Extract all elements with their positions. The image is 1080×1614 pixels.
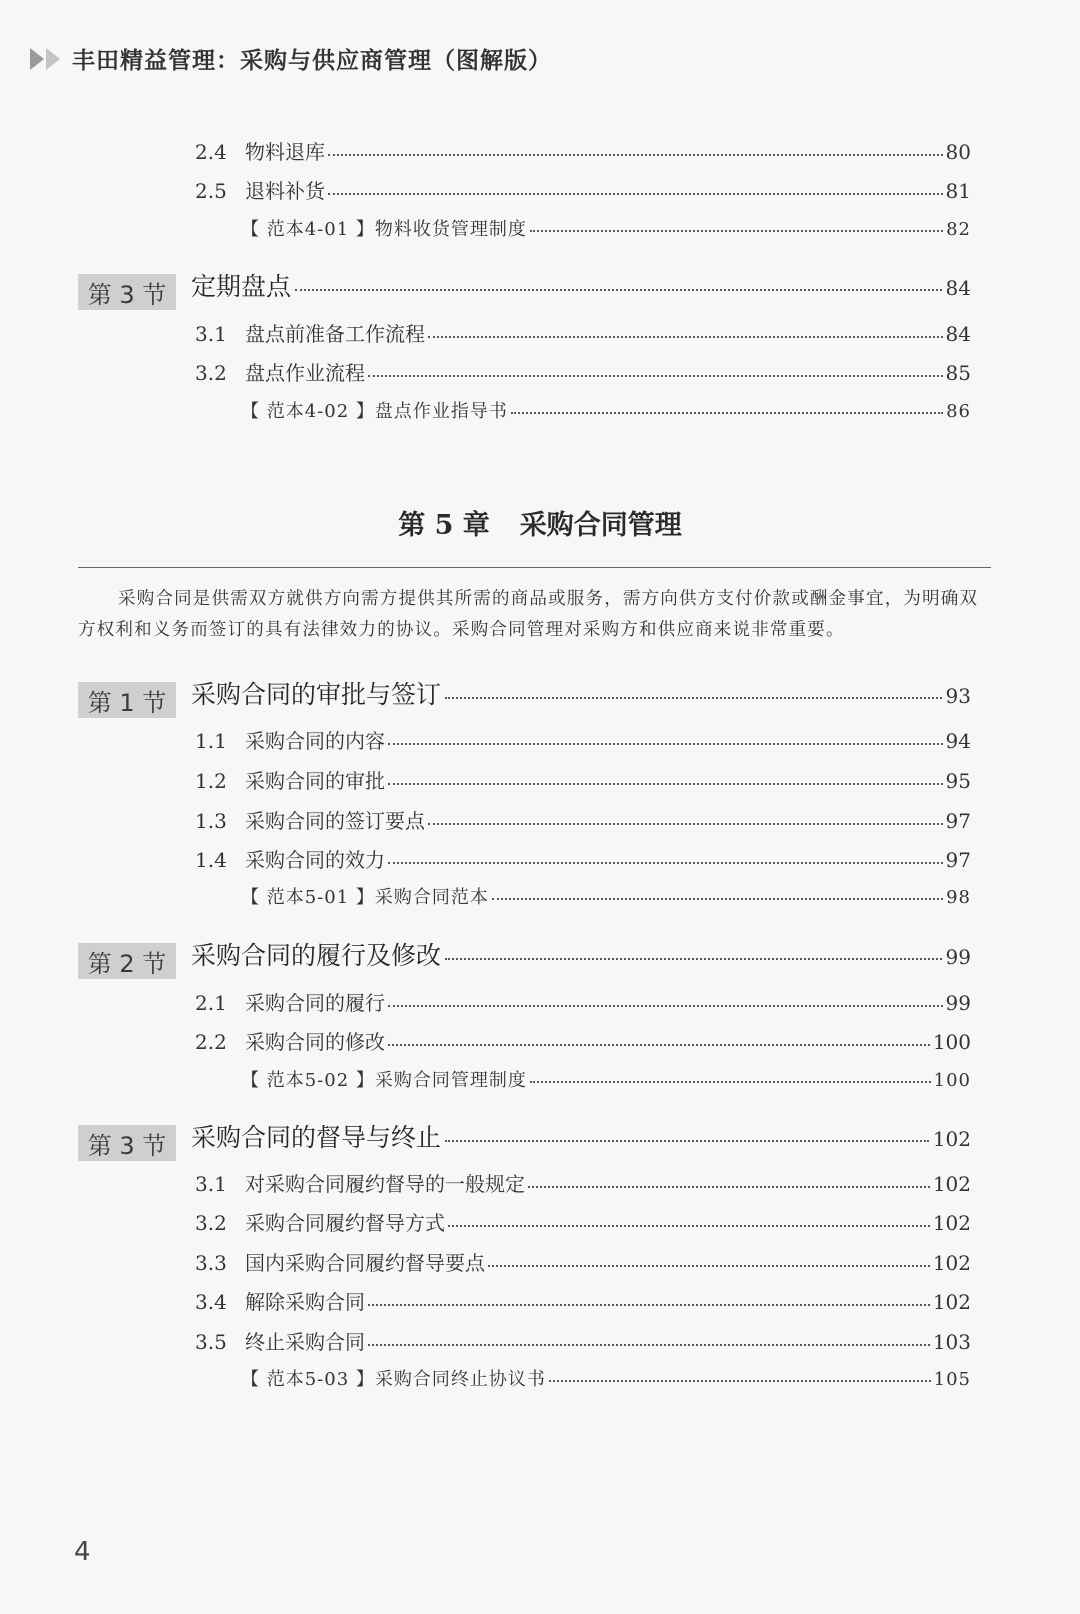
chapter-title: 采购合同管理 (519, 510, 682, 541)
toc-entry[interactable] (195, 136, 971, 165)
chapter-intro (78, 584, 991, 646)
toc-entry[interactable] (195, 318, 971, 347)
dot-leader (530, 229, 943, 232)
toc-entry[interactable] (195, 175, 971, 204)
running-head (30, 42, 552, 75)
entry-page: 81 (945, 179, 971, 203)
entry-number: 3.5 (195, 1330, 227, 1354)
entry-page: 99 (945, 991, 971, 1015)
dot-leader (428, 335, 943, 338)
section-badge: 第 1 节 (78, 682, 176, 718)
toc-entry[interactable] (195, 1286, 971, 1315)
toc-sample-entry[interactable] (241, 215, 971, 241)
entry-title: 采购合同的履行 (245, 991, 385, 1015)
sample-title: 【 范本4-02 】盘点作业指导书 (241, 401, 508, 422)
dot-leader (388, 742, 943, 745)
toc-entry[interactable] (195, 1026, 971, 1055)
entry-title: 采购合同的审批 (245, 769, 385, 793)
entry-title: 盘点作业流程 (245, 361, 365, 385)
double-chevron-icon (30, 48, 62, 70)
entry-page: 80 (945, 140, 971, 164)
dot-leader (511, 411, 943, 414)
entry-number: 3.3 (195, 1251, 227, 1275)
entry-number: 1.3 (195, 809, 227, 833)
entry-page: 102 (932, 1290, 971, 1314)
dot-leader (295, 288, 942, 291)
entry-title: 盘点前准备工作流程 (245, 322, 425, 346)
section-page: 84 (945, 275, 971, 300)
dot-leader (368, 1343, 930, 1346)
entry-page: 97 (945, 848, 971, 872)
chapter-heading (0, 503, 1080, 542)
section-badge: 第 3 节 (78, 274, 176, 310)
entry-number: 3.2 (195, 1211, 227, 1235)
entry-title: 解除采购合同 (245, 1290, 365, 1314)
section-heading[interactable] (78, 674, 971, 717)
entry-title: 退料补货 (245, 179, 325, 203)
entry-page: 102 (932, 1172, 971, 1196)
dot-leader (445, 957, 942, 960)
toc-entry[interactable] (195, 1168, 971, 1197)
toc-entry[interactable] (195, 844, 971, 873)
entry-title: 物料退库 (245, 140, 325, 164)
entry-page: 85 (945, 361, 971, 385)
entry-number: 1.4 (195, 848, 227, 872)
entry-title: 采购合同履约督导方式 (245, 1211, 445, 1235)
dot-leader (445, 696, 942, 699)
section-heading[interactable] (78, 266, 971, 309)
section-heading[interactable] (78, 935, 971, 978)
entry-number: 2.2 (195, 1030, 227, 1054)
entry-number: 2.4 (195, 140, 227, 164)
entry-title: 终止采购合同 (245, 1330, 365, 1354)
section-title: 采购合同的履行及修改 (191, 940, 442, 970)
section-title: 定期盘点 (191, 271, 292, 301)
dot-leader (530, 1080, 931, 1083)
dot-leader (368, 1303, 930, 1306)
entry-page: 82 (946, 219, 971, 240)
toc-entry[interactable] (195, 805, 971, 834)
toc-sample-entry[interactable] (241, 1066, 971, 1092)
entry-title: 采购合同的签订要点 (245, 809, 425, 833)
entry-page: 100 (933, 1070, 971, 1091)
section-badge: 第 2 节 (78, 943, 176, 979)
dot-leader (388, 782, 943, 785)
dot-leader (492, 897, 943, 900)
dot-leader (428, 822, 943, 825)
chapter-divider (78, 567, 991, 568)
dot-leader (448, 1224, 930, 1227)
entry-page: 102 (932, 1211, 971, 1235)
entry-number: 1.2 (195, 769, 227, 793)
toc-entry[interactable] (195, 1207, 971, 1236)
entry-page: 105 (933, 1369, 971, 1390)
dot-leader (328, 192, 943, 195)
entry-title: 采购合同的内容 (245, 729, 385, 753)
toc-sample-entry[interactable] (241, 1365, 971, 1391)
dot-leader (445, 1139, 929, 1142)
section-heading[interactable] (78, 1117, 971, 1160)
sample-title: 【 范本5-01 】采购合同范本 (241, 887, 489, 908)
entry-page: 95 (945, 769, 971, 793)
entry-page: 84 (945, 322, 971, 346)
section-page: 102 (932, 1126, 971, 1151)
section-page: 99 (945, 944, 971, 969)
entry-title: 采购合同的效力 (245, 848, 385, 872)
chapter-number: 第 5 章 (398, 510, 490, 541)
dot-leader (388, 1004, 943, 1007)
entry-page: 94 (945, 729, 971, 753)
dot-leader (528, 1185, 930, 1188)
sample-title: 【 范本5-03 】采购合同终止协议书 (241, 1369, 546, 1390)
entry-page: 86 (946, 401, 971, 422)
chapter-intro-text: 采购合同是供需双方就供方向需方提供其所需的商品或服务，需方向供方支付价款或酬金事宜，为明确双方权利和义务而签订的具有法律效力的协议。采购合同管理对采购方和供应商来说非常重要。 (78, 589, 979, 640)
book-title: 丰田精益管理：采购与供应商管理（图解版） (72, 47, 552, 74)
sample-title: 【 范本4-01 】物料收货管理制度 (241, 219, 527, 240)
section-title: 采购合同的督导与终止 (191, 1122, 442, 1152)
section-badge: 第 3 节 (78, 1125, 176, 1161)
dot-leader (388, 861, 943, 864)
entry-page: 100 (932, 1030, 971, 1054)
dot-leader (328, 153, 943, 156)
entry-title: 采购合同的修改 (245, 1030, 385, 1054)
dot-leader (549, 1379, 931, 1382)
toc-entry[interactable] (195, 1326, 971, 1355)
section-title: 采购合同的审批与签订 (191, 679, 442, 709)
sample-title: 【 范本5-02 】采购合同管理制度 (241, 1070, 527, 1091)
toc-sample-entry[interactable] (241, 883, 971, 909)
section-page: 93 (945, 683, 971, 708)
dot-leader (488, 1264, 930, 1267)
entry-page: 103 (932, 1330, 971, 1354)
entry-number: 3.2 (195, 361, 227, 385)
toc-entry[interactable] (195, 987, 971, 1016)
entry-page: 97 (945, 809, 971, 833)
page-number: 4 (74, 1537, 91, 1567)
entry-page: 98 (946, 887, 971, 908)
toc-entry[interactable] (195, 765, 971, 794)
toc-sample-entry[interactable] (241, 397, 971, 423)
toc-entry[interactable] (195, 357, 971, 386)
dot-leader (368, 374, 943, 377)
entry-number: 1.1 (195, 729, 227, 753)
entry-number: 3.4 (195, 1290, 227, 1314)
entry-number: 2.5 (195, 179, 227, 203)
toc-entry[interactable] (195, 1247, 971, 1276)
toc-entry[interactable] (195, 725, 971, 754)
entry-number: 3.1 (195, 322, 227, 346)
dot-leader (388, 1043, 930, 1046)
entry-number: 3.1 (195, 1172, 227, 1196)
entry-title: 国内采购合同履约督导要点 (245, 1251, 485, 1275)
entry-page: 102 (932, 1251, 971, 1275)
entry-title: 对采购合同履约督导的一般规定 (245, 1172, 525, 1196)
entry-number: 2.1 (195, 991, 227, 1015)
